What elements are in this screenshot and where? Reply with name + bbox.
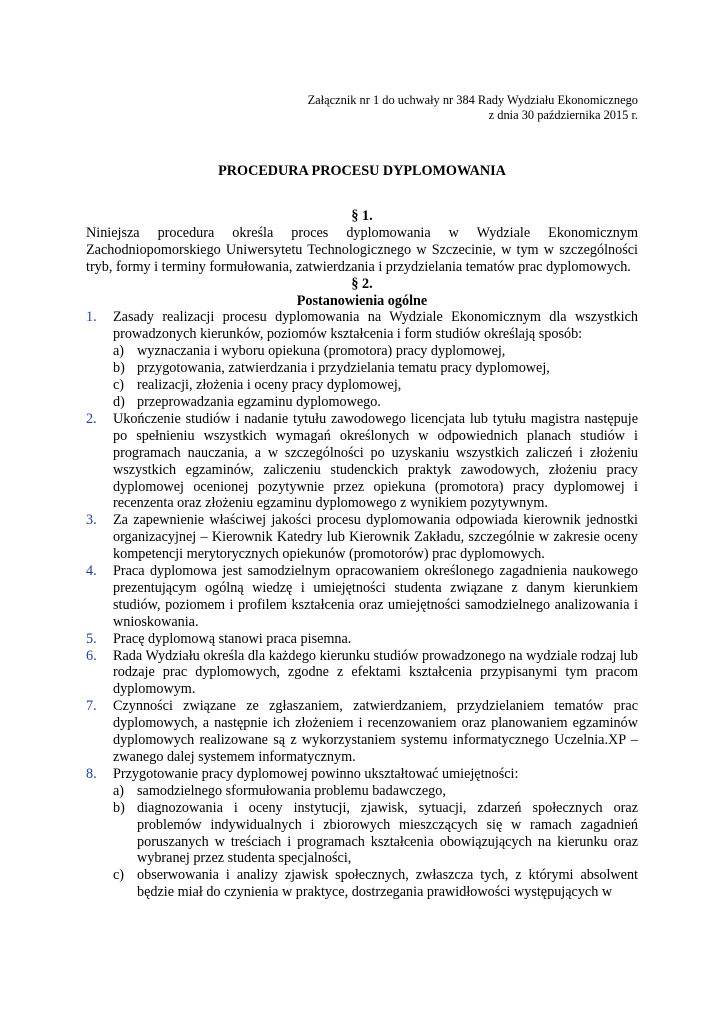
sub-item-text: realizacji, złożenia i oceny pracy dyplomowej, xyxy=(137,377,402,394)
list-item xyxy=(86,563,638,631)
list-item xyxy=(86,411,638,512)
sub-item xyxy=(113,377,638,394)
list-item xyxy=(86,512,638,563)
item-number: 5. xyxy=(86,630,97,647)
sub-item-text: obserwowania i analizy zjawisk społecznych, zwłaszcza tych, z którymi absolwent będzie miał do czynienia w praktyce, dostrzegania prawidłowości występujących w xyxy=(137,867,638,901)
item-number: 1. xyxy=(86,309,97,326)
sub-item-letter: c) xyxy=(113,867,125,884)
sub-item xyxy=(113,783,638,800)
sub-item-text: przygotowania, zatwierdzania i przydzielania tematu pracy dyplomowej, xyxy=(137,360,550,377)
item-number: 4. xyxy=(86,563,97,580)
provisions-list xyxy=(86,309,638,901)
sub-item xyxy=(113,343,638,360)
section-1-text: Niniejsza procedura określa proces dyplomowania w Wydziale Ekonomicznym Zachodniopomorskiego Uniwersytetu Technologicznego w Szczecinie, w tym w szczególności tryb, formy i terminy formułowania, zatwierdzania i przydzielania tematów prac dyplomowych. xyxy=(86,224,638,275)
item-text: Przygotowanie pracy dyplomowej powinno ukształtować umiejętności: xyxy=(113,765,519,782)
sub-list xyxy=(113,783,638,901)
item-text: Praca dyplomowa jest samodzielnym opracowaniem określonego zagadnienia naukowego prezentującym ogólną wiedzę i umiejętności studenta związane z danym kierunkiem studiów, poziomem i profilem kształcenia oraz umiejętności samodzielnego analizowania i wnioskowania. xyxy=(113,563,638,630)
list-item xyxy=(86,631,638,648)
document-body xyxy=(86,208,638,901)
document-title: PROCEDURA PROCESU DYPLOMOWANIA xyxy=(218,163,506,179)
item-text: Ukończenie studiów i nadanie tytułu zawodowego licencjata lub tytułu magistra następuje po spełnieniu wszystkich wymagań określonych w odpowiednich planach studiów i programach nauczania, a w szczególności po uzyskaniu wszystkich zaliczeń i złożeniu wszystkich egzaminów, zaliczeniu studenckich praktyk zawodowych, złożeniu pracy dyplomowej ocenionej pozytywnie przez opiekuna (promotora) pracy dyplomowej i recenzenta oraz złożeniu egzaminu dyplomowego z wynikiem pozytywnym. xyxy=(113,410,638,512)
item-number: 3. xyxy=(86,512,97,529)
list-item xyxy=(86,648,638,699)
section-2-heading: § 2. xyxy=(351,275,373,292)
list-item xyxy=(86,309,638,410)
annex-line-2: z dnia 30 października 2015 r. xyxy=(488,107,638,122)
item-text: Pracę dyplomową stanowi praca pisemna. xyxy=(113,630,352,647)
sub-item-letter: a) xyxy=(113,782,125,799)
list-item xyxy=(86,766,638,901)
section-1-heading: § 1. xyxy=(351,208,373,224)
sub-item xyxy=(113,867,638,901)
sub-item-text: wyznaczania i wyboru opiekuna (promotora) pracy dyplomowej, xyxy=(137,343,506,360)
section-2-subheading: Postanowienia ogólne xyxy=(296,292,428,309)
sub-item-letter: c) xyxy=(113,377,125,394)
item-number: 6. xyxy=(86,647,97,664)
sub-list xyxy=(113,343,638,411)
sub-item-letter: b) xyxy=(113,360,125,377)
item-text: Rada Wydziału określa dla każdego kierunku studiów prowadzonego na wydziale rodzaj lub rodzaje prac dyplomowych, zgodne z efektami kształcenia przypisanymi tym pracom dyplomowym. xyxy=(113,647,638,698)
sub-item-text: samodzielnego sformułowania problemu badawczego, xyxy=(137,782,446,799)
item-text: Za zapewnienie właściwej jakości procesu dyplomowania odpowiada kierownik jednostki organizacyjnej – Kierownik Katedry lub Kierownik Zakładu, szczególnie w zakresie oceny kompetencji merytorycznych opiekunów (promotorów) prac dyplomowych. xyxy=(113,512,638,563)
item-text: Zasady realizacji procesu dyplomowania na Wydziale Ekonomicznym dla wszystkich prowadzonych kierunków, poziomów kształcenia i form studiów określają sposób: xyxy=(113,309,638,343)
sub-item-letter: b) xyxy=(113,799,125,816)
sub-item xyxy=(113,394,638,411)
annex-line-1: Załącznik nr 1 do uchwały nr 384 Rady Wydziału Ekonomicznego xyxy=(307,93,638,107)
list-item xyxy=(86,698,638,766)
annex-note xyxy=(308,93,638,122)
item-number: 7. xyxy=(86,698,97,715)
sub-item-text: przeprowadzania egzaminu dyplomowego. xyxy=(137,393,381,410)
sub-item xyxy=(113,800,638,868)
sub-item-letter: a) xyxy=(113,343,125,360)
item-number: 2. xyxy=(86,410,97,427)
sub-item xyxy=(113,360,638,377)
sub-item-text: diagnozowania i oceny instytucji, zjawisk, sytuacji, zdarzeń społecznych oraz problemów indywidualnych i zbiorowych mieszczących się w ramach zagadnień poruszanych w treściach i programach kształcenia obowiązujących na kierunku oraz wybranej przez studenta specjalności, xyxy=(137,799,638,867)
item-text: Czynności związane ze zgłaszaniem, zatwierdzaniem, przydzielaniem tematów prac dyplomowych, a następnie ich złożeniem i recenzowaniem oraz planowaniem egzaminów dyplomowych realizowane są z wykorzystaniem systemu informatycznego Uczelnia.XP – zwanego dalej systemem informatycznym. xyxy=(113,698,638,765)
item-number: 8. xyxy=(86,765,97,782)
sub-item-letter: d) xyxy=(113,393,125,410)
